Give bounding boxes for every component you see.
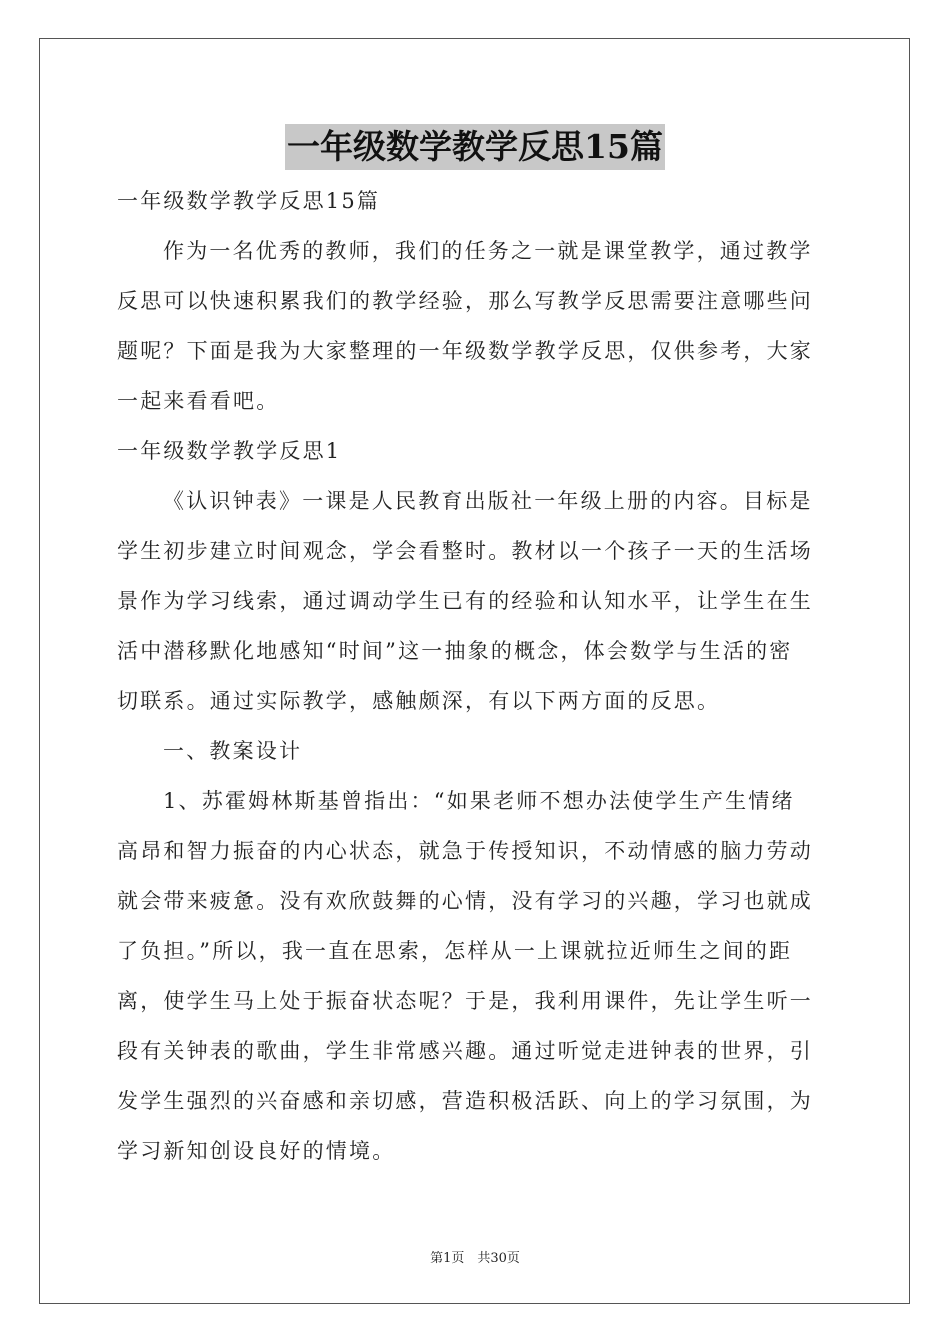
paragraph-line: 发学生强烈的兴奋感和亲切感，营造积极活跃、向上的学习氛围，为 bbox=[117, 1089, 813, 1113]
paragraph-line: 学生初步建立时间观念，学会看整时。教材以一个孩子一天的生活场 bbox=[117, 539, 813, 563]
page-footer: 第1页 共30页 bbox=[430, 1251, 520, 1266]
subtitle-line: 一年级数学教学反思15篇 bbox=[117, 189, 381, 213]
paragraph-line: 学习新知创设良好的情境。 bbox=[117, 1139, 396, 1163]
paragraph-line: 《认识钟表》一课是人民教育出版社一年级上册的内容。目标是 bbox=[163, 489, 813, 513]
paragraph-line: 活中潜移默化地感知“时间”这一抽象的概念，体会数学与生活的密 bbox=[117, 639, 793, 663]
document-title-wrap bbox=[0, 124, 950, 170]
paragraph-line: 1、苏霍姆林斯基曾指出：“如果老师不想办法使学生产生情绪 bbox=[163, 789, 795, 813]
paragraph-line: 离，使学生马上处于振奋状态呢？于是，我利用课件，先让学生听一 bbox=[117, 989, 813, 1013]
paragraph-line: 段有关钟表的歌曲，学生非常感兴趣。通过听觉走进钟表的世界，引 bbox=[117, 1039, 813, 1063]
document-title: 一年级数学教学反思15篇 bbox=[285, 124, 665, 170]
subsection-heading: 一、教案设计 bbox=[163, 739, 303, 763]
paragraph-line: 作为一名优秀的教师，我们的任务之一就是课堂教学，通过教学 bbox=[163, 239, 813, 263]
paragraph-line: 高昂和智力振奋的内心状态，就急于传授知识，不动情感的脑力劳动 bbox=[117, 839, 813, 863]
paragraph-line: 切联系。通过实际教学，感触颇深，有以下两方面的反思。 bbox=[117, 689, 721, 713]
paragraph-line: 题呢？下面是我为大家整理的一年级数学教学反思，仅供参考，大家 bbox=[117, 339, 813, 363]
paragraph-line: 景作为学习线索，通过调动学生已有的经验和认知水平，让学生在生 bbox=[117, 589, 813, 613]
document-body bbox=[117, 176, 833, 1176]
paragraph-line: 了负担。”所以，我一直在思索，怎样从一上课就拉近师生之间的距 bbox=[117, 939, 793, 963]
paragraph-line: 就会带来疲惫。没有欢欣鼓舞的心情，没有学习的兴趣，学习也就成 bbox=[117, 889, 813, 913]
paragraph-line: 反思可以快速积累我们的教学经验，那么写教学反思需要注意哪些问 bbox=[117, 289, 813, 313]
section-heading: 一年级数学教学反思1 bbox=[117, 439, 342, 463]
paragraph-line: 一起来看看吧。 bbox=[117, 389, 280, 413]
